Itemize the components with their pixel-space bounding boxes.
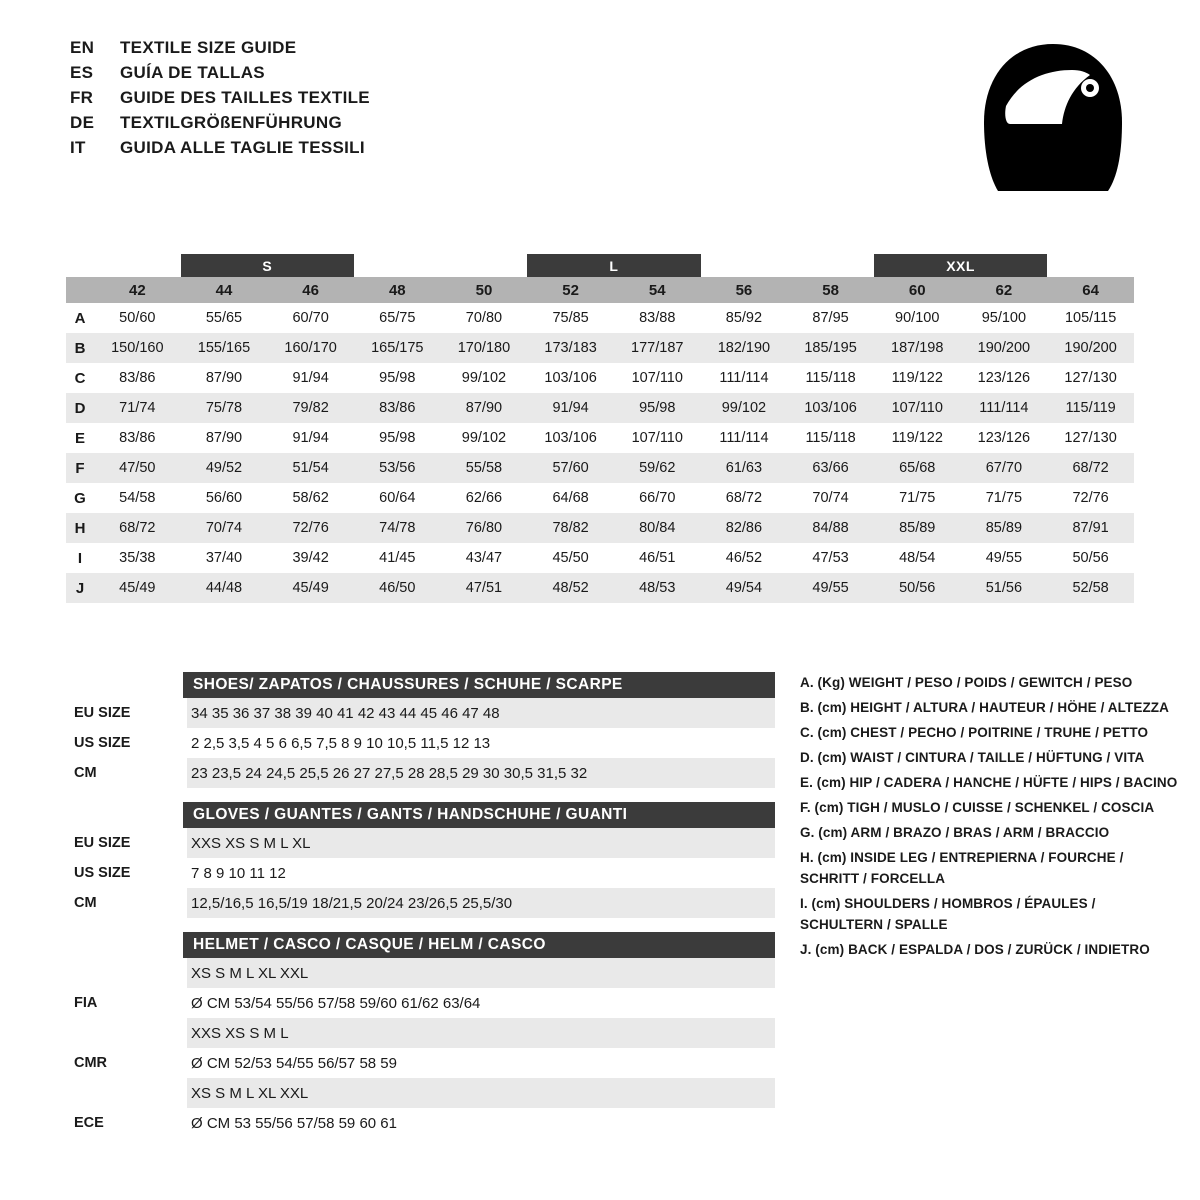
cell: 51/54: [267, 453, 354, 483]
cell: 107/110: [614, 423, 701, 453]
cell: 50/60: [94, 303, 181, 333]
cell: 55/58: [441, 453, 528, 483]
row-values: XS S M L XL XXL: [187, 958, 775, 988]
cell: 51/56: [961, 573, 1048, 603]
cell: 82/86: [701, 513, 788, 543]
size-header-cell: 60: [874, 277, 961, 303]
gloves-table: [70, 828, 775, 918]
shoes-section: [70, 672, 785, 788]
row-key: J: [66, 573, 94, 603]
row-key: I: [66, 543, 94, 573]
row-key: H: [66, 513, 94, 543]
cell: 99/102: [701, 393, 788, 423]
band-xxl: XXL: [874, 254, 1047, 277]
cell: 47/51: [441, 573, 528, 603]
cell: 87/95: [787, 303, 874, 333]
cell: 190/200: [1047, 333, 1134, 363]
cell: 62/66: [441, 483, 528, 513]
size-header-cell: 52: [527, 277, 614, 303]
row-values: 34 35 36 37 38 39 40 41 42 43 44 45 46 47 48: [187, 698, 775, 728]
legend-item-j: J. (cm) BACK / ESPALDA / DOS / ZURÜCK / INDIETRO: [800, 942, 1150, 957]
cell: 83/86: [354, 393, 441, 423]
row-key: F: [66, 453, 94, 483]
row-values: Ø CM 52/53 54/55 56/57 58 59: [187, 1048, 775, 1078]
cell: 68/72: [94, 513, 181, 543]
row-key: G: [66, 483, 94, 513]
cell: 72/76: [267, 513, 354, 543]
cell: 70/80: [441, 303, 528, 333]
cell: 37/40: [181, 543, 268, 573]
legend-item-c: C. (cm) CHEST / PECHO / POITRINE / TRUHE / PETTO: [800, 725, 1149, 740]
title-row: [70, 138, 370, 163]
band-empty: [94, 254, 181, 277]
cell: 127/130: [1047, 363, 1134, 393]
size-header-cell: 42: [94, 277, 181, 303]
cell: 103/106: [527, 363, 614, 393]
cell: 190/200: [961, 333, 1048, 363]
legend-item-h: H. (cm) INSIDE LEG / ENTREPIERNA / FOURCHE / SCHRITT / FORCELLA: [800, 850, 1124, 886]
cell: 99/102: [441, 363, 528, 393]
title-lang-es: ES: [70, 63, 94, 82]
cell: 35/38: [94, 543, 181, 573]
title-lang-de: DE: [70, 113, 95, 132]
corner-cell: [66, 277, 94, 303]
band-l: L: [527, 254, 700, 277]
row-label: EU SIZE: [70, 698, 187, 728]
cell: 115/119: [1047, 393, 1134, 423]
table-row: [70, 1018, 775, 1048]
band-m: M: [434, 257, 447, 274]
helmet-icon: [968, 36, 1138, 206]
cell: 95/98: [354, 363, 441, 393]
table-row: [66, 573, 1134, 603]
row-values: XS S M L XL XXL: [187, 1078, 775, 1108]
table-row: [70, 988, 775, 1018]
title-lang-it: IT: [70, 138, 86, 157]
cell: 46/52: [701, 543, 788, 573]
row-label: CM: [70, 888, 187, 918]
cell: 71/74: [94, 393, 181, 423]
legend-item-f: F. (cm) TIGH / MUSLO / CUISSE / SCHENKEL / COSCIA: [800, 800, 1155, 815]
row-key: A: [66, 303, 94, 333]
shoes-title: SHOES/ ZAPATOS / CHAUSSURES / SCHUHE / SCARPE: [183, 672, 775, 698]
cell: 84/88: [787, 513, 874, 543]
legend-item-a: A. (Kg) WEIGHT / PESO / POIDS / GEWITCH / PESO: [800, 675, 1133, 690]
table-row: [70, 1108, 775, 1138]
helmet-table: [70, 958, 775, 1138]
table-row: [70, 758, 775, 788]
size-header-cell: 64: [1047, 277, 1134, 303]
cell: 83/86: [94, 363, 181, 393]
title-text-fr: GUIDE DES TAILLES TEXTILE: [120, 88, 370, 107]
cell: 107/110: [874, 393, 961, 423]
cell: 60/70: [267, 303, 354, 333]
cell: 50/56: [874, 573, 961, 603]
table-row: [66, 423, 1134, 453]
cell: 150/160: [94, 333, 181, 363]
row-label: US SIZE: [70, 858, 187, 888]
cell: 115/118: [787, 423, 874, 453]
sub-tables: [70, 672, 785, 1138]
cell: 48/52: [527, 573, 614, 603]
cell: 123/126: [961, 363, 1048, 393]
cell: 56/60: [181, 483, 268, 513]
cell: 67/70: [961, 453, 1048, 483]
cell: 111/114: [961, 393, 1048, 423]
cell: 52/58: [1047, 573, 1134, 603]
row-values: 2 2,5 3,5 4 5 6 6,5 7,5 8 9 10 10,5 11,5 12 13: [187, 728, 775, 758]
table-row: [66, 393, 1134, 423]
cell: 47/50: [94, 453, 181, 483]
cell: 123/126: [961, 423, 1048, 453]
table-row: [70, 1048, 775, 1078]
row-values: XXS XS S M L: [187, 1018, 775, 1048]
row-key: E: [66, 423, 94, 453]
title-text-en: TEXTILE SIZE GUIDE: [120, 38, 297, 57]
row-values: 12,5/16,5 16,5/19 18/21,5 20/24 23/26,5 25,5/30: [187, 888, 775, 918]
table-row: [66, 333, 1134, 363]
cell: 103/106: [527, 423, 614, 453]
cell: 58/62: [267, 483, 354, 513]
title-row: [70, 88, 370, 113]
cell: 47/53: [787, 543, 874, 573]
row-values: Ø CM 53 55/56 57/58 59 60 61: [187, 1108, 775, 1138]
section-spacer: [70, 788, 785, 802]
legend-item-d: D. (cm) WAIST / CINTURA / TAILLE / HÜFTUNG / VITA: [800, 750, 1145, 765]
cell: 111/114: [701, 423, 788, 453]
cell: 71/75: [961, 483, 1048, 513]
cell: 50/56: [1047, 543, 1134, 573]
cell: 48/54: [874, 543, 961, 573]
cell: 49/55: [961, 543, 1048, 573]
cell: 103/106: [787, 393, 874, 423]
cell: 76/80: [441, 513, 528, 543]
cell: 71/75: [874, 483, 961, 513]
size-header-cell: 54: [614, 277, 701, 303]
cell: 170/180: [441, 333, 528, 363]
legend-item-g: G. (cm) ARM / BRAZO / BRAS / ARM / BRACCIO: [800, 825, 1110, 840]
helmet-title: HELMET / CASCO / CASQUE / HELM / CASCO: [183, 932, 775, 958]
row-label: ECE: [70, 1108, 187, 1138]
cell: 54/58: [94, 483, 181, 513]
cell: 61/63: [701, 453, 788, 483]
cell: 64/68: [527, 483, 614, 513]
cell: 79/82: [267, 393, 354, 423]
cell: 83/88: [614, 303, 701, 333]
title-block: [70, 38, 370, 163]
table-row: [70, 828, 775, 858]
band-s: S: [181, 254, 354, 277]
table-row: [66, 513, 1134, 543]
cell: 45/49: [267, 573, 354, 603]
cell: 155/165: [181, 333, 268, 363]
cell: 65/68: [874, 453, 961, 483]
title-row: [70, 113, 370, 138]
cell: 41/45: [354, 543, 441, 573]
cell: 91/94: [527, 393, 614, 423]
cell: 46/51: [614, 543, 701, 573]
cell: 66/70: [614, 483, 701, 513]
table-row: [70, 698, 775, 728]
size-header-cell: 56: [701, 277, 788, 303]
cell: 85/89: [874, 513, 961, 543]
table-row: [70, 958, 775, 988]
size-header-cell: 62: [961, 277, 1048, 303]
cell: 39/42: [267, 543, 354, 573]
size-header-row: [66, 277, 1134, 303]
cell: 119/122: [874, 423, 961, 453]
cell: 173/183: [527, 333, 614, 363]
cell: 107/110: [614, 363, 701, 393]
legend-item-i: I. (cm) SHOULDERS / HOMBROS / ÉPAULES / SCHULTERN / SPALLE: [800, 896, 1096, 932]
size-band-row: [66, 254, 1134, 277]
gloves-title: GLOVES / GUANTES / GANTS / HANDSCHUHE / GUANTI: [183, 802, 775, 828]
row-values: 7 8 9 10 11 12: [187, 858, 775, 888]
cell: 85/92: [701, 303, 788, 333]
cell: 45/50: [527, 543, 614, 573]
cell: 95/98: [614, 393, 701, 423]
row-key: C: [66, 363, 94, 393]
title-lang-fr: FR: [70, 88, 94, 107]
cell: 57/60: [527, 453, 614, 483]
cell: 53/56: [354, 453, 441, 483]
cell: 45/49: [94, 573, 181, 603]
title-lang-en: EN: [70, 38, 95, 57]
cell: 165/175: [354, 333, 441, 363]
cell: 90/100: [874, 303, 961, 333]
cell: 49/55: [787, 573, 874, 603]
helmet-section: [70, 932, 785, 1138]
cell: 49/54: [701, 573, 788, 603]
band-empty-last: [1047, 254, 1134, 277]
legend-item-e: E. (cm) HIP / CADERA / HANCHE / HÜFTE / HIPS / BACINO: [800, 775, 1178, 790]
cell: 182/190: [701, 333, 788, 363]
row-label: [70, 1078, 187, 1108]
row-values: Ø CM 53/54 55/56 57/58 59/60 61/62 63/64: [187, 988, 775, 1018]
cell: 185/195: [787, 333, 874, 363]
cell: 95/98: [354, 423, 441, 453]
cell: 105/115: [1047, 303, 1134, 333]
cell: 87/90: [441, 393, 528, 423]
band-xl: XL: [777, 257, 797, 274]
title-row: [70, 63, 370, 88]
row-label: [70, 958, 187, 988]
cell: 119/122: [874, 363, 961, 393]
size-header-cell: 50: [441, 277, 528, 303]
cell: 99/102: [441, 423, 528, 453]
main-size-table: [66, 254, 1134, 603]
cell: 78/82: [527, 513, 614, 543]
cell: 87/90: [181, 423, 268, 453]
cell: 115/118: [787, 363, 874, 393]
cell: 65/75: [354, 303, 441, 333]
cell: 55/65: [181, 303, 268, 333]
row-values: 23 23,5 24 24,5 25,5 26 27 27,5 28 28,5 29 30 30,5 31,5 32: [187, 758, 775, 788]
table-row: [66, 483, 1134, 513]
cell: 48/53: [614, 573, 701, 603]
cell: 63/66: [787, 453, 874, 483]
table-row: [70, 728, 775, 758]
shoes-table: [70, 698, 775, 788]
measurement-legend: [800, 672, 1180, 964]
title-row: [70, 38, 370, 63]
gloves-section: [70, 802, 785, 918]
title-text-de: TEXTILGRÖßENFÜHRUNG: [120, 113, 342, 132]
table-row: [70, 1078, 775, 1108]
table-row: [66, 363, 1134, 393]
row-label: CMR: [70, 1048, 187, 1078]
table-row: [66, 543, 1134, 573]
cell: 187/198: [874, 333, 961, 363]
cell: 91/94: [267, 363, 354, 393]
section-spacer: [70, 918, 785, 932]
size-header-cell: 46: [267, 277, 354, 303]
cell: 160/170: [267, 333, 354, 363]
table-row: [70, 888, 775, 918]
cell: 43/47: [441, 543, 528, 573]
cell: 75/78: [181, 393, 268, 423]
table-row: [66, 303, 1134, 333]
cell: 49/52: [181, 453, 268, 483]
cell: 70/74: [787, 483, 874, 513]
row-label: US SIZE: [70, 728, 187, 758]
cell: 68/72: [701, 483, 788, 513]
cell: 60/64: [354, 483, 441, 513]
row-key: B: [66, 333, 94, 363]
row-label: CM: [70, 758, 187, 788]
table-row: [70, 858, 775, 888]
cell: 72/76: [1047, 483, 1134, 513]
cell: 95/100: [961, 303, 1048, 333]
row-label: FIA: [70, 988, 187, 1018]
cell: 87/91: [1047, 513, 1134, 543]
title-text-es: GUÍA DE TALLAS: [120, 63, 265, 82]
cell: 83/86: [94, 423, 181, 453]
cell: 177/187: [614, 333, 701, 363]
cell: 91/94: [267, 423, 354, 453]
cell: 46/50: [354, 573, 441, 603]
cell: 75/85: [527, 303, 614, 333]
cell: 68/72: [1047, 453, 1134, 483]
cell: 44/48: [181, 573, 268, 603]
table-row: [66, 453, 1134, 483]
size-header-cell: 58: [787, 277, 874, 303]
row-values: XXS XS S M L XL: [187, 828, 775, 858]
cell: 59/62: [614, 453, 701, 483]
cell: 85/89: [961, 513, 1048, 543]
row-label: [70, 1018, 187, 1048]
row-label: EU SIZE: [70, 828, 187, 858]
cell: 74/78: [354, 513, 441, 543]
size-header-cell: 44: [181, 277, 268, 303]
size-header-cell: 48: [354, 277, 441, 303]
row-key: D: [66, 393, 94, 423]
cell: 111/114: [701, 363, 788, 393]
cell: 87/90: [181, 363, 268, 393]
cell: 70/74: [181, 513, 268, 543]
cell: 127/130: [1047, 423, 1134, 453]
legend-item-b: B. (cm) HEIGHT / ALTURA / HAUTEUR / HÖHE / ALTEZZA: [800, 700, 1169, 715]
cell: 80/84: [614, 513, 701, 543]
title-text-it: GUIDA ALLE TAGLIE TESSILI: [120, 138, 365, 157]
